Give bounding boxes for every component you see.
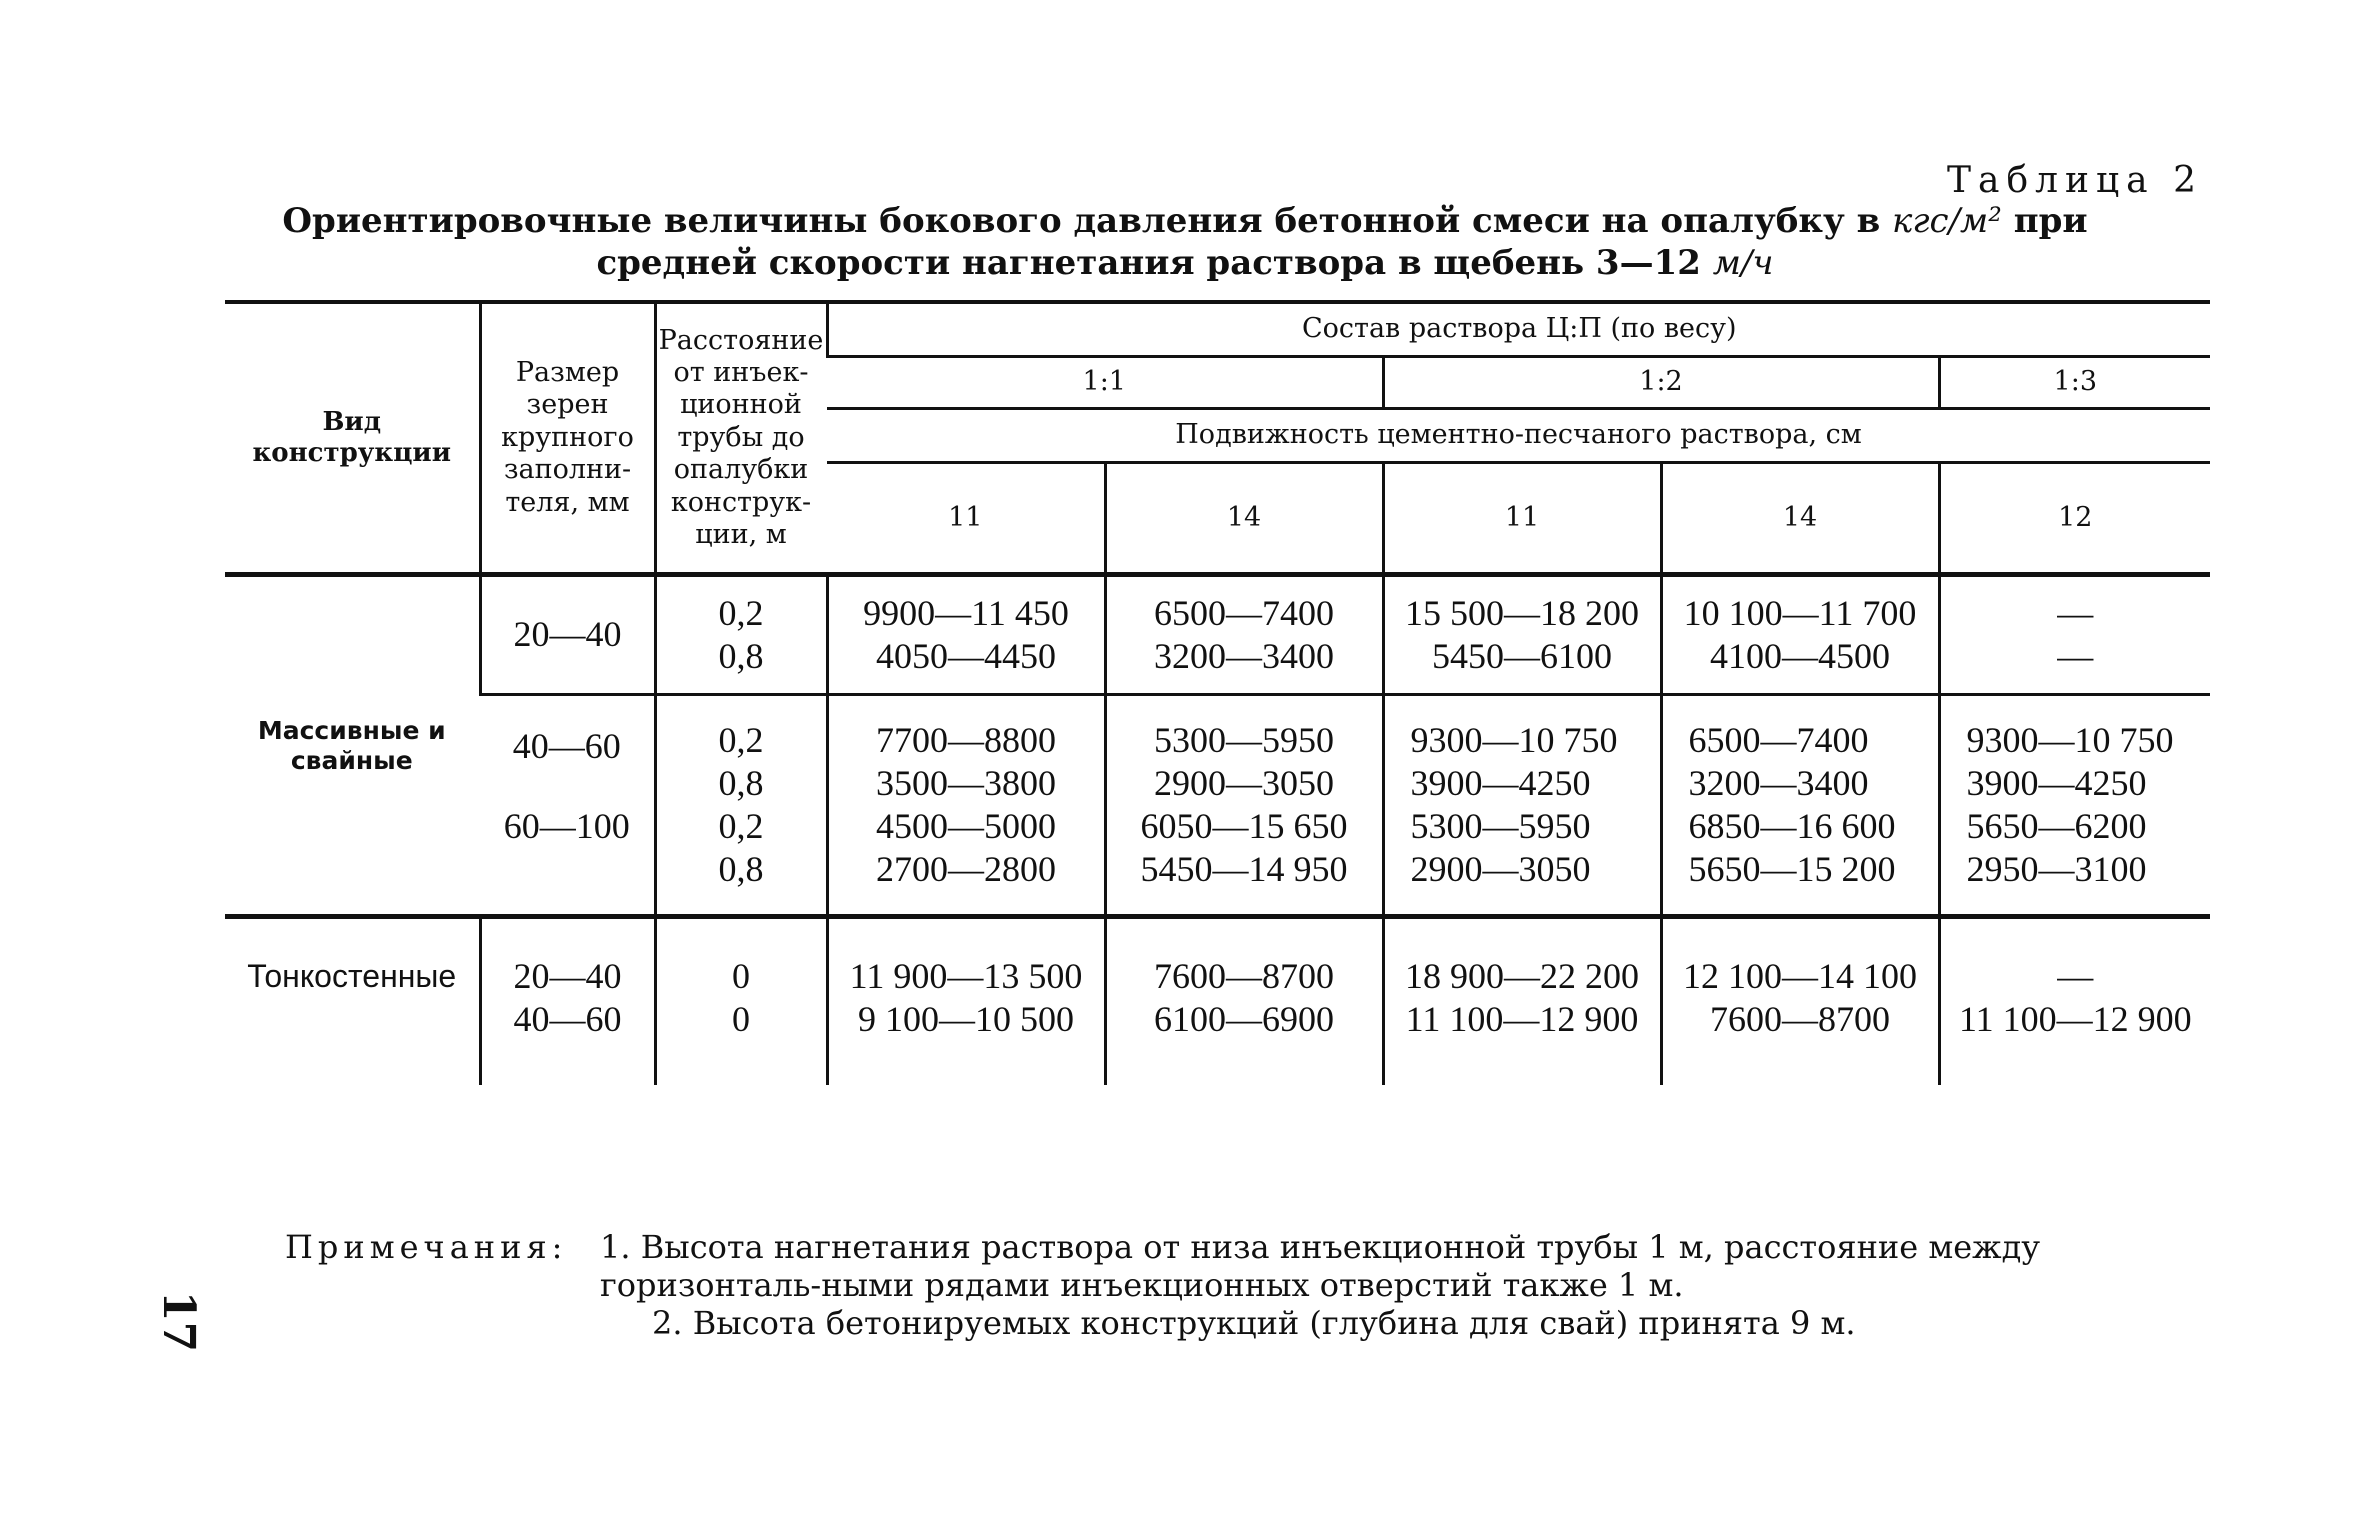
title-unit-2: м/ч — [1712, 243, 1774, 283]
header-kind: Вид конструкции — [225, 302, 480, 575]
page-number: 17 — [153, 1290, 205, 1353]
value-cell: 9300—10 750 3900—4250 5650—6200 2950—3100 — [1939, 695, 2210, 917]
value-cell: 10 100—11 700 4100—4500 — [1661, 575, 1939, 695]
pressure-table — [225, 300, 2210, 1085]
notes-lead: Примечания: — [285, 1228, 568, 1266]
header-ratio-1: 1:1 — [827, 356, 1383, 408]
distance-cell: 0,2 0,8 0,2 0,8 — [655, 695, 827, 917]
grain-cell: 20—40 — [480, 575, 655, 695]
note-1-text: 1. Высота нагнетания раствора от низа инъекционной трубы 1 м, расстояние между горизонталь-ными рядами инъекционных отверстий также 1 м. — [600, 1228, 2041, 1304]
distance-cell: 0,2 0,8 — [655, 575, 827, 695]
value-cell: 7600—8700 6100—6900 — [1105, 917, 1383, 1085]
header-mobility-value: 11 — [1383, 462, 1661, 572]
header-mobility-value: 14 — [1661, 462, 1939, 572]
notes — [285, 1228, 2205, 1342]
value-cell: — 11 100—12 900 — [1939, 917, 2210, 1085]
value-cell: 6500—7400 3200—3400 — [1105, 575, 1383, 695]
kind-thin-walled: Тонкостенные — [225, 917, 480, 1085]
table-title — [260, 200, 2110, 284]
value-cell: 18 900—22 200 11 100—12 900 — [1383, 917, 1661, 1085]
note-2 — [285, 1304, 2205, 1342]
header-ratio-3: 1:3 — [1939, 356, 2210, 408]
distance-cell: 0 0 — [655, 917, 827, 1085]
title-text-1: Ориентировочные величины бокового давления бетонной смеси на опалубку в — [282, 201, 1893, 241]
value-cell: 9900—11 450 4050—4450 — [827, 575, 1105, 695]
title-unit-1: кгс/м² — [1892, 201, 2002, 241]
header-grain: Размер зерен крупного заполни-теля, мм — [480, 302, 655, 575]
header-mobility-value: 14 — [1105, 462, 1383, 572]
note-2-text: 2. Высота бетонируемых конструкций (глубина для свай) принята 9 м. — [652, 1304, 1856, 1342]
header-distance: Расстояние от инъек-ционной трубы до опалубки конструк-ции, м — [655, 302, 827, 575]
header-composition: Состав раствора Ц:П (по весу) — [827, 302, 2210, 356]
value-cell: 15 500—18 200 5450—6100 — [1383, 575, 1661, 695]
value-cell: 9300—10 750 3900—4250 5300—5950 2900—3050 — [1383, 695, 1661, 917]
value-cell: 12 100—14 100 7600—8700 — [1661, 917, 1939, 1085]
grain-cell: 20—40 40—60 — [480, 917, 655, 1085]
header-mobility: Подвижность цементно-песчаного раствора, см — [827, 408, 2210, 462]
header-ratio-2: 1:2 — [1383, 356, 1939, 408]
header-mobility-value: 11 — [827, 462, 1105, 572]
value-cell: — — — [1939, 575, 2210, 695]
value-cell: 6500—7400 3200—3400 6850—16 600 5650—15 200 — [1661, 695, 1939, 917]
value-cell: 7700—8800 3500—3800 4500—5000 2700—2800 — [827, 695, 1105, 917]
grain-cell: 40—60 60—100 — [480, 695, 655, 917]
note-1 — [285, 1228, 2205, 1304]
value-cell: 5300—5950 2900—3050 6050—15 650 5450—14 950 — [1105, 695, 1383, 917]
table-label: Таблица 2 — [1947, 160, 2203, 201]
title-text-2: при средней скорости нагнетания раствора в щебень 3—12 — [596, 201, 2088, 283]
header-mobility-value: 12 — [1939, 462, 2210, 572]
value-cell: 11 900—13 500 9 100—10 500 — [827, 917, 1105, 1085]
kind-massive: Массивные и свайные — [225, 575, 480, 917]
